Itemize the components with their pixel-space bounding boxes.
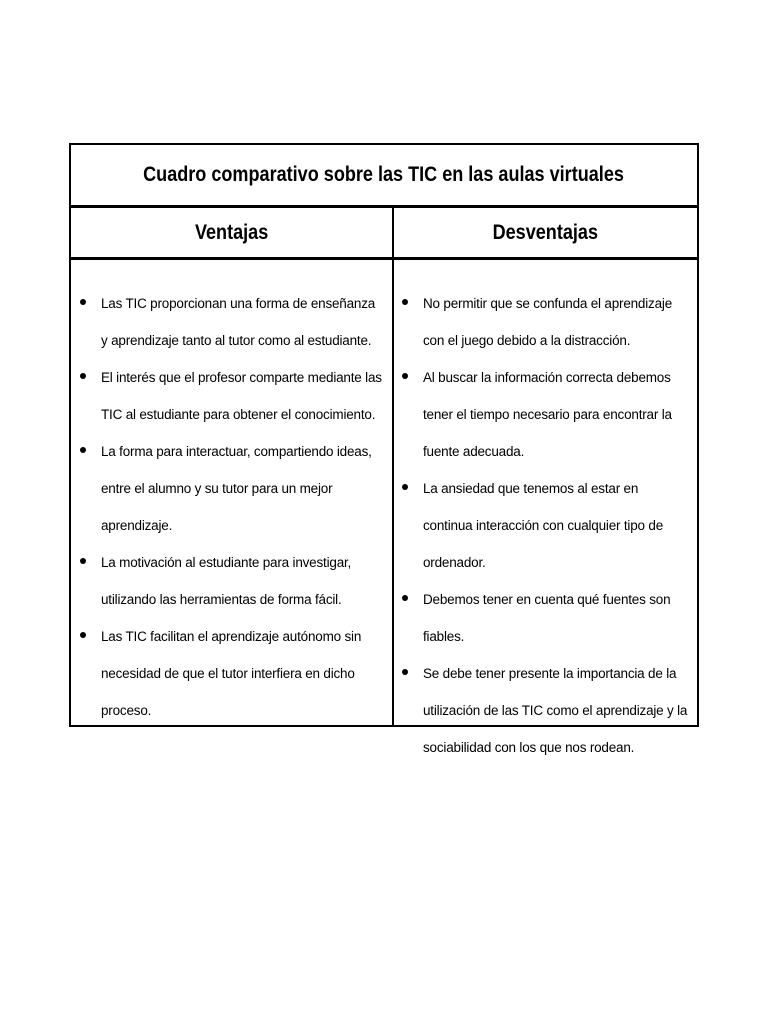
- desventaja-text: Debemos tener en cuenta qué fuentes son fiables.: [423, 592, 671, 644]
- bullet-icon: [402, 484, 408, 490]
- list-item: [401, 655, 691, 766]
- bullet-icon: [402, 299, 408, 305]
- list-item: [401, 359, 691, 470]
- desventajas-column: [401, 285, 691, 766]
- ventaja-text: La motivación al estudiante para investigar, utilizando las herramientas de forma fácil.: [101, 555, 352, 607]
- list-item: [401, 581, 691, 655]
- bullet-icon: [402, 373, 408, 379]
- comparison-table: [69, 143, 699, 755]
- bullet-icon: [402, 669, 408, 675]
- ventaja-text: La forma para interactuar, compartiendo ideas, entre el alumno y su tutor para un mejor aprendizaje.: [101, 444, 372, 533]
- desventaja-text: La ansiedad que tenemos al estar en continua interacción con cualquier tipo de ordenador.: [423, 481, 664, 570]
- ventaja-text: Las TIC proporcionan una forma de enseñanza y aprendizaje tanto al tutor como al estudiante.: [101, 296, 376, 348]
- header-cell-desventajas: [394, 208, 697, 257]
- ventajas-column: [79, 285, 384, 729]
- header-ventajas: Ventajas: [194, 220, 269, 244]
- header-row: [71, 208, 697, 260]
- bullet-icon: [402, 595, 408, 601]
- desventaja-text: No permitir que se confunda el aprendizaje con el juego debido a la distracción.: [423, 296, 673, 348]
- list-item: [79, 359, 384, 433]
- desventajas-list: [401, 285, 691, 766]
- ventaja-text: Las TIC facilitan el aprendizaje autónomo sin necesidad de que el tutor interfiera en dicho proceso.: [101, 629, 362, 718]
- desventaja-text: Al buscar la información correcta debemos tener el tiempo necesario para encontrar la fuente adecuada.: [423, 370, 672, 459]
- ventaja-text: El interés que el profesor comparte mediante las TIC al estudiante para obtener el conocimiento.: [101, 370, 382, 422]
- bullet-icon: [80, 373, 86, 379]
- table-title: Cuadro comparativo sobre las TIC en las aulas virtuales: [143, 163, 625, 186]
- list-item: [79, 618, 384, 729]
- bullet-icon: [80, 632, 86, 638]
- bullet-icon: [80, 558, 86, 564]
- list-item: [401, 285, 691, 359]
- bullet-icon: [80, 447, 86, 453]
- header-desventajas: Desventajas: [492, 220, 599, 244]
- column-divider: [392, 208, 394, 725]
- bullet-icon: [80, 299, 86, 305]
- title-row: [71, 145, 697, 208]
- header-cell-ventajas: [71, 208, 392, 257]
- list-item: [79, 433, 384, 544]
- desventaja-text: Se debe tener presente la importancia de la utilización de las TIC como el aprendizaje y la sociabilidad con los que nos rodean.: [423, 666, 688, 755]
- list-item: [79, 544, 384, 618]
- list-item: [79, 285, 384, 359]
- list-item: [401, 470, 691, 581]
- ventajas-list: [79, 285, 384, 729]
